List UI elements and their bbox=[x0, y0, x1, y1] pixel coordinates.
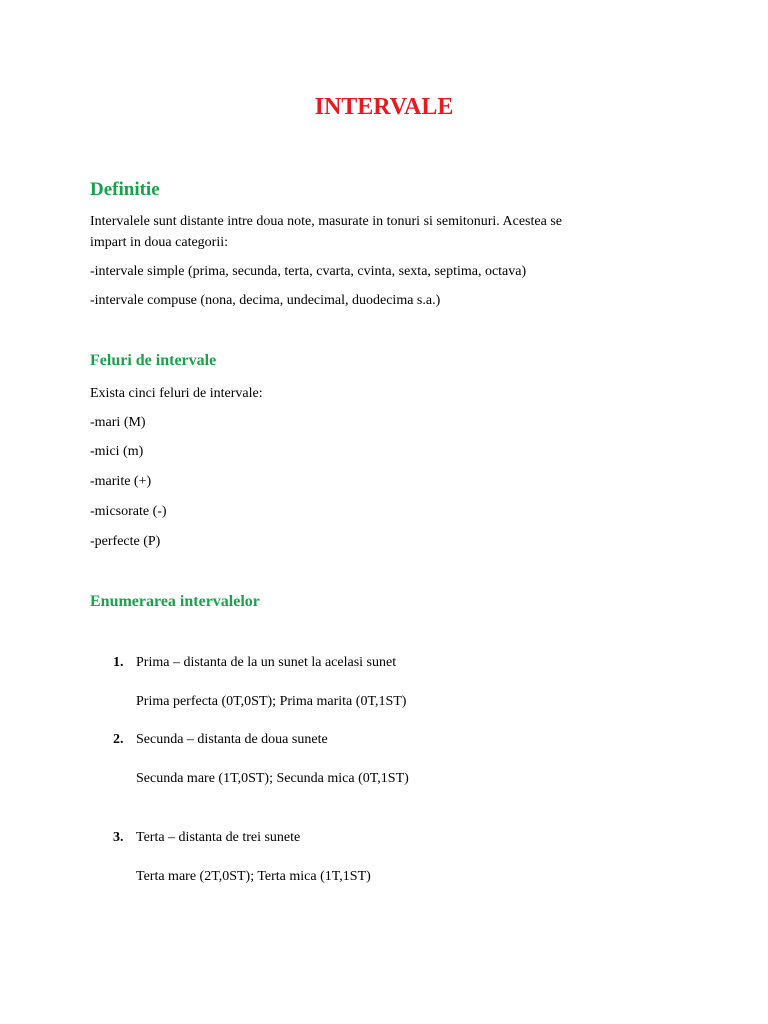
list-item-title: Secunda – distanta de doua sunete bbox=[136, 732, 328, 747]
definition-compuse: -intervale compuse (nona, decima, undecimal, duodecima s.a.) bbox=[90, 293, 441, 308]
definition-intro-line1: Intervalele sunt distante intre doua note, masurate in tonuri si semitonuri. Acestea se bbox=[90, 214, 562, 229]
definition-simple: -intervale simple (prima, secunda, terta, cvarta, cvinta, sexta, septima, octava) bbox=[90, 264, 527, 279]
list-item-title: Terta – distanta de trei sunete bbox=[136, 830, 301, 845]
page-title: INTERVALE bbox=[314, 94, 454, 120]
section-heading-enumerare: Enumerarea intervalelor bbox=[90, 593, 260, 610]
list-item-title: Prima – distanta de la un sunet la acelasi sunet bbox=[136, 655, 397, 670]
list-item-detail: Terta mare (2T,0ST); Terta mica (1T,1ST) bbox=[136, 869, 371, 884]
section-heading-feluri: Feluri de intervale bbox=[90, 352, 217, 369]
definition-intro-line2: impart in doua categorii: bbox=[90, 235, 229, 250]
section-heading-definitie: Definitie bbox=[90, 179, 160, 200]
feluri-item: -mici (m) bbox=[90, 444, 144, 459]
feluri-item: -marite (+) bbox=[90, 474, 152, 489]
feluri-item: -mari (M) bbox=[90, 415, 146, 430]
list-item-detail: Prima perfecta (0T,0ST); Prima marita (0T,1ST) bbox=[136, 694, 407, 709]
list-item-detail: Secunda mare (1T,0ST); Secunda mica (0T,1ST) bbox=[136, 771, 409, 786]
feluri-item: -perfecte (P) bbox=[90, 534, 161, 549]
feluri-item: -micsorate (-) bbox=[90, 504, 167, 519]
feluri-intro: Exista cinci feluri de intervale: bbox=[90, 386, 263, 401]
list-number: 1. bbox=[113, 655, 124, 670]
list-number: 3. bbox=[113, 830, 124, 845]
list-number: 2. bbox=[113, 732, 124, 747]
